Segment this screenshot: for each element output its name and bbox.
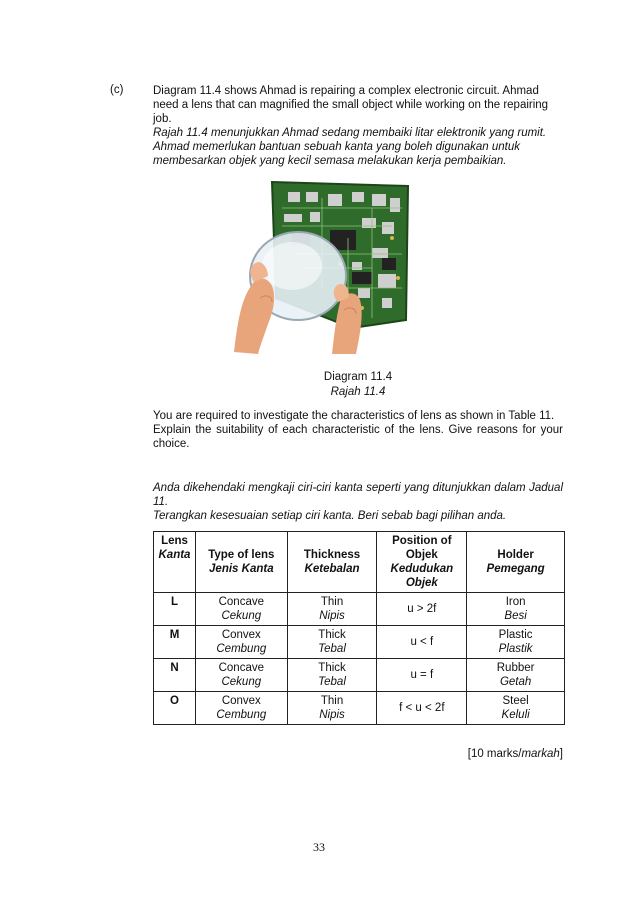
object-position: u = f [377,659,467,692]
lens-type: Convex Cembung [195,626,287,659]
instruction-ms-1: Anda dikehendaki mengkaji ciri-ciri kanta seperti yang ditunjukkan dalam Jadual 11. [153,482,563,508]
marks-allocation: [10 marks/markah] [467,748,563,760]
lens-thickness: Thick Tebal [287,659,377,692]
lens-holder: Iron Besi [467,593,565,626]
question-label: (c) [110,84,124,96]
page-number: 33 [313,840,325,854]
caption-malay: Rajah 11.4 [330,386,386,398]
instructions-english [153,409,563,451]
lens-id: M [154,626,196,659]
object-position: u > 2f [377,593,467,626]
instruction-en-2: Explain the suitability of each characteristic of the lens. Give reasons for your choice. [153,424,563,450]
table-header-row [154,532,565,593]
object-position: u < f [377,626,467,659]
object-position: f < u < 2f [377,692,467,725]
intro-malay: Rajah 11.4 menunjukkan Ahmad sedang membaiki litar elektronik yang rumit. Ahmad memerlukan bantuan sebuah kanta yang boleh digunakan untuk membesarkan objek yang kecil semasa melakukan kerja pembaikian. [153,127,547,167]
lens-holder: Rubber Getah [467,659,565,692]
lens-id: L [154,593,196,626]
table-row [154,692,565,725]
circuit-repair-illustration [232,178,412,354]
header-thickness: Thickness Ketebalan [287,532,377,593]
lens-id: O [154,692,196,725]
header-holder: Holder Pemegang [467,532,565,593]
header-type: Type of lens Jenis Kanta [195,532,287,593]
instructions-malay [153,481,563,523]
lens-type: Concave Cekung [195,659,287,692]
lens-thickness: Thin Nipis [287,692,377,725]
lens-characteristics-table [153,531,565,725]
diagram-caption [153,370,563,400]
instruction-ms-2: Terangkan kesesuaian setiap ciri kanta. Beri sebab bagi pilihan anda. [153,510,507,522]
caption-english: Diagram 11.4 [323,371,393,383]
instruction-en-1: You are required to investigate the characteristics of lens as shown in Table 11. [153,410,555,422]
lens-thickness: Thin Nipis [287,593,377,626]
lens-type: Convex Cembung [195,692,287,725]
table-row [154,659,565,692]
lens-holder: Steel Keluli [467,692,565,725]
intro-english: Diagram 11.4 shows Ahmad is repairing a complex electronic circuit. Ahmad need a lens that can magnified the small object while working on the repairing job. [153,85,549,125]
table-row [154,626,565,659]
lens-thickness: Thick Tebal [287,626,377,659]
header-lens: Lens Kanta [154,532,196,593]
lens-id: N [154,659,196,692]
lens-holder: Plastic Plastik [467,626,565,659]
header-position: Position of Objek Kedudukan Objek [377,532,467,593]
table-row [154,593,565,626]
question-intro [153,84,563,168]
lens-type: Concave Cekung [195,593,287,626]
